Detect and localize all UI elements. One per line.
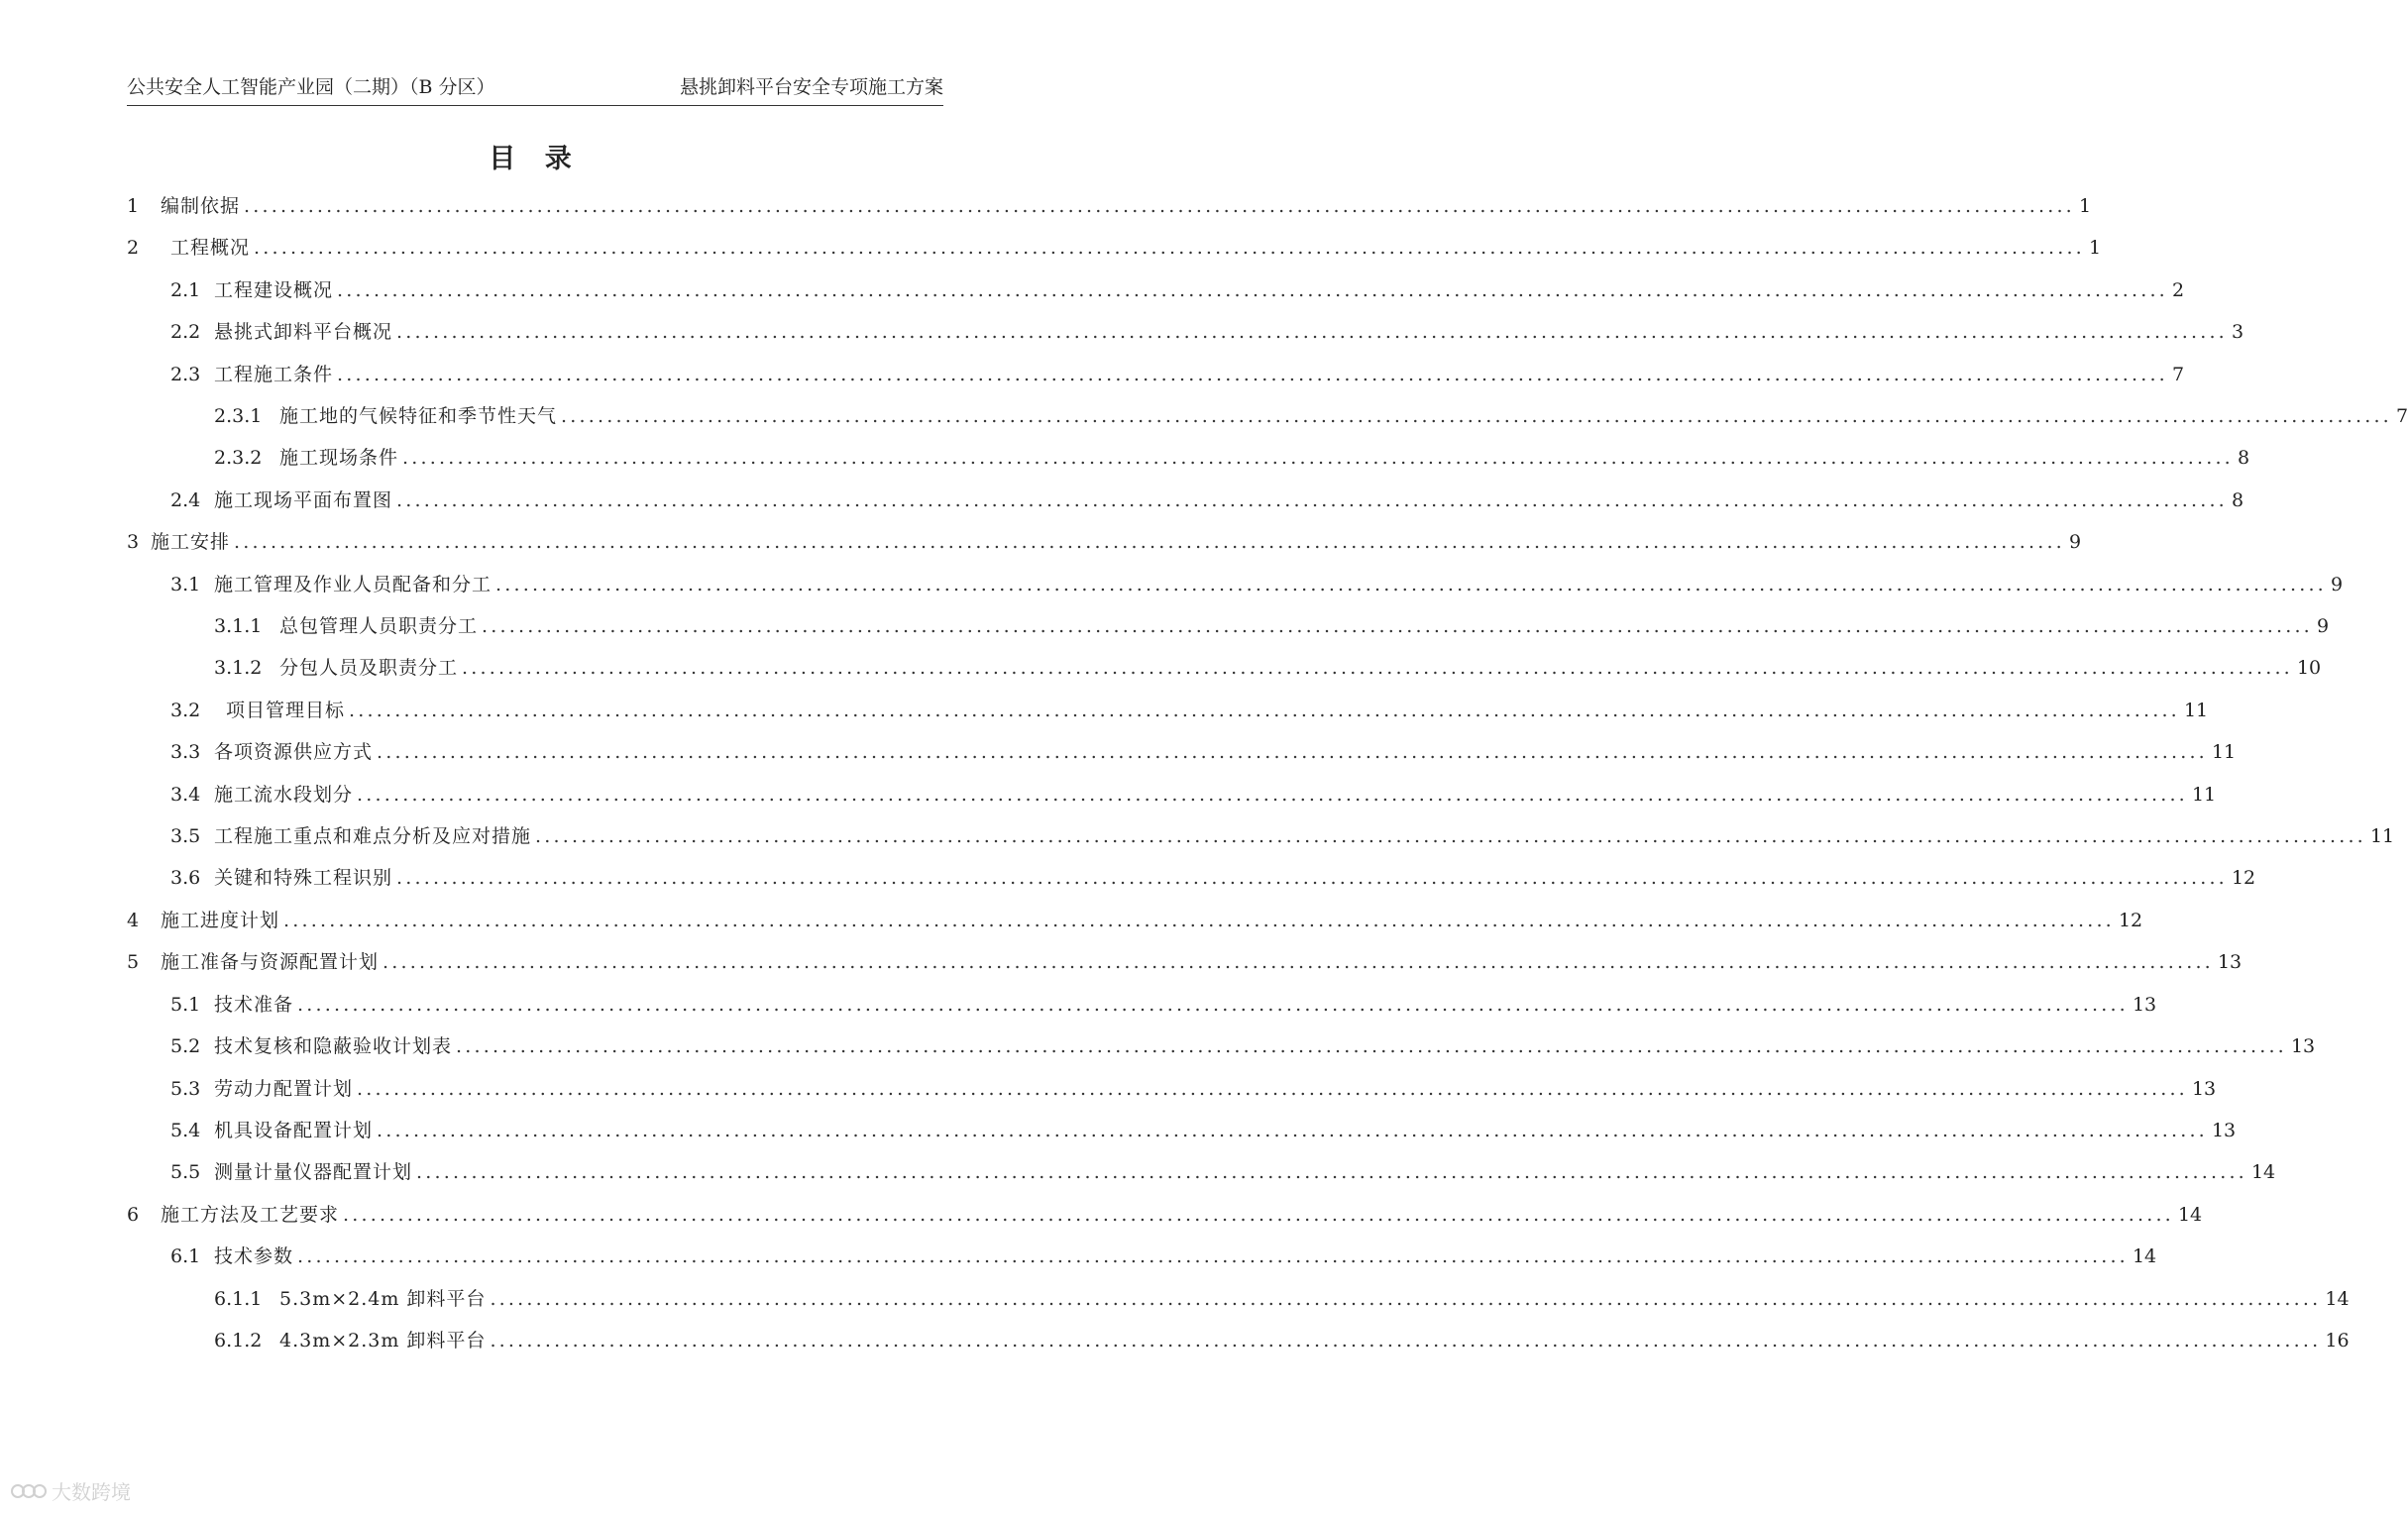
toc-entry[interactable] <box>170 1117 2237 1144</box>
toc-entry-page: 12 <box>2231 867 2256 889</box>
toc-entry-page: 9 <box>2068 531 2082 553</box>
toc-entry-label: 施工准备与资源配置计划 <box>161 951 380 973</box>
toc-entry-label: 工程施工条件 <box>214 364 334 385</box>
toc-entry-number: 4 <box>127 910 140 931</box>
toc-entry-page: 11 <box>2191 784 2217 806</box>
toc-entry-page: 13 <box>2191 1078 2217 1100</box>
toc-entry[interactable] <box>214 402 2408 430</box>
toc-entry-label: 技术准备 <box>214 994 294 1016</box>
toc-entry-label: 4.3m×2.3m 卸料平台 <box>279 1330 487 1351</box>
toc-entry-label: 施工现场平面布置图 <box>214 489 393 511</box>
toc-leader-dots: ........................................................................................................................................................................................................ <box>396 489 2228 511</box>
toc-entry-page: 11 <box>2183 700 2209 721</box>
toc-entry-label: 关键和特殊工程识别 <box>214 867 393 889</box>
toc-entry[interactable] <box>214 612 2330 640</box>
toc-leader-dots: ........................................................................................................................................................................................................ <box>495 574 2327 595</box>
toc-leader-dots: ........................................................................................................................................................................................................ <box>482 615 2313 637</box>
toc-entry-page: 3 <box>2231 321 2244 343</box>
toc-entry-page: 8 <box>2237 447 2250 469</box>
toc-leader-dots: ........................................................................................................................................................................................................ <box>234 531 2065 553</box>
toc-leader-dots: ........................................................................................................................................................................................................ <box>254 237 2085 259</box>
toc-entry[interactable] <box>214 444 2250 472</box>
toc-leader-dots: ........................................................................................................................................................................................................ <box>490 1288 2322 1310</box>
toc-entry-number: 2.1 <box>170 279 201 301</box>
toc-entry[interactable] <box>127 234 2102 262</box>
toc-entry-page: 7 <box>2171 364 2185 385</box>
toc-entry[interactable] <box>170 361 2185 388</box>
toc-entry-page: 1 <box>2088 237 2102 259</box>
toc-entry-page: 9 <box>2316 615 2330 637</box>
toc-entry-label: 测量计量仪器配置计划 <box>214 1161 413 1183</box>
toc-leader-dots: ........................................................................................................................................................................................................ <box>396 867 2228 889</box>
toc-entry-number: 1 <box>127 195 140 217</box>
toc-entry[interactable] <box>170 781 2217 809</box>
toc-entry[interactable] <box>214 1285 2350 1313</box>
toc-leader-dots: ........................................................................................................................................................................................................ <box>396 321 2228 343</box>
toc-entry-page: 9 <box>2330 574 2344 595</box>
toc-entry-page: 13 <box>2290 1035 2316 1057</box>
toc-entry[interactable] <box>214 654 2322 682</box>
toc-entry-page: 12 <box>2118 910 2143 931</box>
toc-entry-label: 施工流水段划分 <box>214 784 354 806</box>
toc-entry-number: 3.1 <box>170 574 201 595</box>
toc-leader-dots: ........................................................................................................................................................................................................ <box>535 825 2366 847</box>
toc-entry-number: 3.5 <box>170 825 201 847</box>
toc-entry-number: 2.3.1 <box>214 405 263 427</box>
toc-entry-number: 3 <box>127 531 140 553</box>
toc-entry-page: 16 <box>2325 1330 2350 1351</box>
header-project-name: 公共安全人工智能产业园（二期）（B 分区） <box>127 76 495 98</box>
toc-leader-dots: ........................................................................................................................................................................................................ <box>343 1204 2174 1226</box>
toc-entry[interactable] <box>127 907 2143 934</box>
toc-leader-dots: ........................................................................................................................................................................................................ <box>297 1245 2129 1267</box>
toc-entry-page: 8 <box>2231 489 2244 511</box>
toc-entry[interactable] <box>170 571 2344 598</box>
toc-entry-number: 2.3 <box>170 364 201 385</box>
toc-entry-label: 施工地的气候特征和季节性天气 <box>279 405 558 427</box>
toc-leader-dots: ........................................................................................................................................................................................................ <box>561 405 2392 427</box>
toc-entry-page: 7 <box>2395 405 2408 427</box>
toc-entry-number: 3.1.2 <box>214 657 263 679</box>
toc-entry-label: 机具设备配置计划 <box>214 1120 374 1141</box>
toc-entry-label: 5.3m×2.4m 卸料平台 <box>279 1288 487 1310</box>
toc-entry-page: 13 <box>2211 1120 2237 1141</box>
toc-leader-dots: ........................................................................................................................................................................................................ <box>357 784 2188 806</box>
toc-leader-dots: ........................................................................................................................................................................................................ <box>416 1161 2247 1183</box>
toc-entry-page: 1 <box>2078 195 2092 217</box>
toc-entry-label: 工程建设概况 <box>214 279 334 301</box>
toc-entry-number: 5.3 <box>170 1078 201 1100</box>
toc-entry-label: 工程施工重点和难点分析及应对措施 <box>214 825 532 847</box>
toc-entry-label: 编制依据 <box>161 195 241 217</box>
toc-entry-page: 13 <box>2217 951 2243 973</box>
watermark-text: 大数跨境 <box>52 1480 131 1504</box>
toc-entry-number: 5.5 <box>170 1161 201 1183</box>
toc-entry-number: 3.6 <box>170 867 201 889</box>
toc-leader-dots: ........................................................................................................................................................................................................ <box>402 447 2234 469</box>
toc-entry-number: 5.2 <box>170 1035 201 1057</box>
toc-leader-dots: ........................................................................................................................................................................................................ <box>244 195 2075 217</box>
toc-entry-number: 2.3.2 <box>214 447 263 469</box>
toc-entry-page: 11 <box>2211 741 2237 763</box>
toc-title: 目 录 <box>489 144 582 174</box>
toc-entry-number: 2 <box>127 237 140 259</box>
toc-entry-number: 3.1.1 <box>214 615 263 637</box>
toc-entry[interactable] <box>127 1201 2203 1229</box>
toc-entry-page: 14 <box>2250 1161 2276 1183</box>
toc-entry[interactable] <box>170 1075 2217 1103</box>
toc-entry[interactable] <box>127 192 2092 220</box>
toc-entry-label: 施工进度计划 <box>161 910 280 931</box>
toc-entry-label: 施工现场条件 <box>279 447 399 469</box>
toc-entry[interactable] <box>127 948 2243 976</box>
toc-entry-label: 施工管理及作业人员配备和分工 <box>214 574 493 595</box>
toc-entry-label: 各项资源供应方式 <box>214 741 374 763</box>
toc-entry[interactable] <box>170 318 2244 346</box>
toc-leader-dots: ........................................................................................................................................................................................................ <box>377 1120 2208 1141</box>
toc-entry-number: 6.1.1 <box>214 1288 263 1310</box>
watermark-logo-icon <box>10 1479 48 1503</box>
toc-entry-number: 5.4 <box>170 1120 201 1141</box>
toc-entry-number: 2.4 <box>170 489 201 511</box>
toc-leader-dots: ........................................................................................................................................................................................................ <box>337 364 2168 385</box>
toc-entry-page: 10 <box>2296 657 2322 679</box>
toc-entry[interactable] <box>214 1327 2350 1354</box>
toc-entry[interactable] <box>170 822 2395 850</box>
toc-entry[interactable] <box>170 1032 2316 1060</box>
toc-entry-number: 3.4 <box>170 784 201 806</box>
toc-entry-page: 14 <box>2132 1245 2157 1267</box>
toc-entry[interactable] <box>170 991 2157 1019</box>
toc-entry[interactable] <box>170 738 2237 766</box>
toc-leader-dots: ........................................................................................................................................................................................................ <box>456 1035 2287 1057</box>
watermark <box>10 1476 131 1505</box>
toc-leader-dots: ........................................................................................................................................................................................................ <box>297 994 2129 1016</box>
toc-entry-number: 2.2 <box>170 321 201 343</box>
toc-leader-dots: ........................................................................................................................................................................................................ <box>349 700 2180 721</box>
toc-entry-label: 总包管理人员职责分工 <box>279 615 479 637</box>
toc-entry-number: 6 <box>127 1204 140 1226</box>
toc-leader-dots: ........................................................................................................................................................................................................ <box>490 1330 2322 1351</box>
toc-entry-label: 劳动力配置计划 <box>214 1078 354 1100</box>
toc-leader-dots: ........................................................................................................................................................................................................ <box>377 741 2208 763</box>
toc-entry[interactable] <box>170 276 2185 304</box>
toc-entry-number: 3.3 <box>170 741 201 763</box>
toc-entry-label: 项目管理目标 <box>226 700 346 721</box>
toc-leader-dots: ........................................................................................................................................................................................................ <box>383 951 2214 973</box>
toc-entry-label: 施工安排 <box>151 531 231 553</box>
toc-entry-label: 工程概况 <box>170 237 251 259</box>
toc-entry-number: 5 <box>127 951 140 973</box>
toc-entry-number: 6.1.2 <box>214 1330 263 1351</box>
toc-leader-dots: ........................................................................................................................................................................................................ <box>283 910 2115 931</box>
toc-entry[interactable] <box>170 486 2244 514</box>
toc-entry[interactable] <box>170 1243 2157 1270</box>
toc-entry-label: 分包人员及职责分工 <box>279 657 459 679</box>
toc-entry-label: 技术参数 <box>214 1245 294 1267</box>
toc-entry-label: 技术复核和隐蔽验收计划表 <box>214 1035 453 1057</box>
toc-entry[interactable] <box>170 697 2209 724</box>
toc-entry[interactable] <box>127 528 2082 556</box>
toc-entry-number: 3.2 <box>170 700 201 721</box>
toc-entry-page: 13 <box>2132 994 2157 1016</box>
toc-leader-dots: ........................................................................................................................................................................................................ <box>462 657 2293 679</box>
toc-entry-number: 5.1 <box>170 994 201 1016</box>
toc-entry-page: 11 <box>2369 825 2395 847</box>
toc-leader-dots: ........................................................................................................................................................................................................ <box>337 279 2168 301</box>
toc-entry-page: 14 <box>2325 1288 2350 1310</box>
header-document-name: 悬挑卸料平台安全专项施工方案 <box>679 76 943 98</box>
toc-entry-page: 2 <box>2171 279 2185 301</box>
toc-entry-label: 施工方法及工艺要求 <box>161 1204 340 1226</box>
toc-entry-page: 14 <box>2177 1204 2203 1226</box>
toc-entry[interactable] <box>170 1158 2276 1186</box>
toc-leader-dots: ........................................................................................................................................................................................................ <box>357 1078 2188 1100</box>
toc-entry-label: 悬挑式卸料平台概况 <box>214 321 393 343</box>
toc-entry-number: 6.1 <box>170 1245 201 1267</box>
toc-entry[interactable] <box>170 864 2256 892</box>
